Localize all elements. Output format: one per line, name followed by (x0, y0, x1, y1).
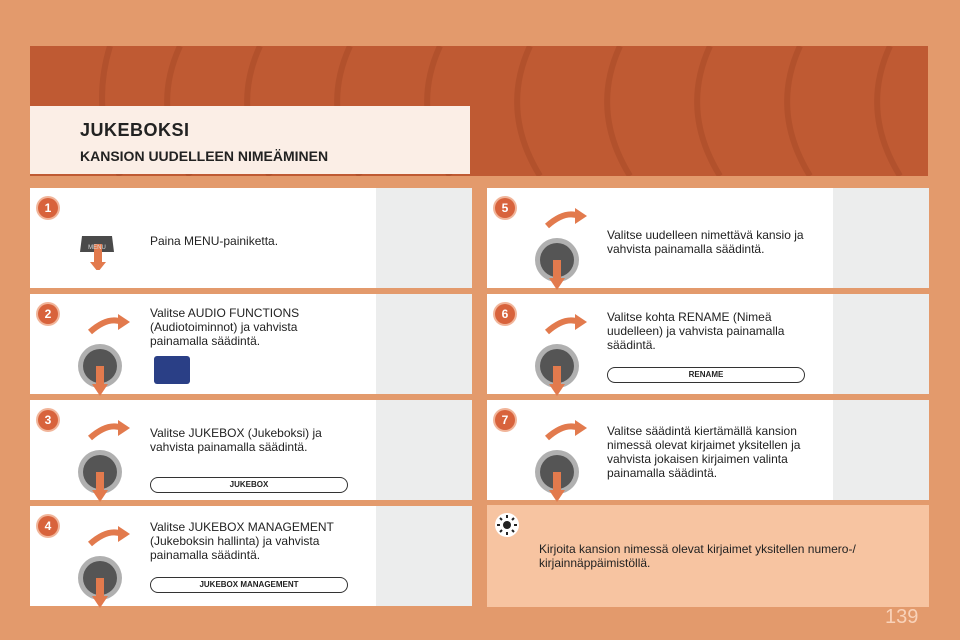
step-text: Valitse JUKEBOX MANAGEMENT (Jukeboksin hallinta) ja vahvista painamalla säädintä. (150, 520, 334, 562)
page-subtitle: KANSION UUDELLEEN NIMEÄMINEN (80, 148, 329, 164)
title-box (30, 106, 470, 174)
step-3-panel (30, 400, 472, 500)
step-text: Valitse kohta RENAME (Nimeä uudelleen) ja vahvista painamalla säädintä. (607, 310, 785, 352)
page-number: 139 (885, 606, 919, 628)
step-5-panel (487, 188, 929, 288)
audio-functions-icon (154, 356, 190, 384)
knob-icon (70, 518, 130, 608)
step-number: 5 (495, 198, 515, 218)
radio-device-illustration (376, 188, 472, 288)
knob-icon (70, 412, 130, 502)
radio-device-illustration (833, 294, 929, 394)
step-4-panel (30, 506, 472, 606)
tip-text: Kirjoita kansion nimessä olevat kirjaimet yksitellen numero-/ kirjainnäppäimistöllä. (539, 542, 856, 570)
step-text: Valitse AUDIO FUNCTIONS (Audiotoiminnot) ja vahvista painamalla säädintä. (150, 306, 300, 348)
radio-device-illustration (833, 188, 929, 288)
menu-button-icon (70, 200, 120, 270)
rename-label: RENAME (607, 367, 805, 383)
step-number: 2 (38, 304, 58, 324)
knob-icon (527, 412, 587, 502)
step-7-panel (487, 400, 929, 500)
jukebox-management-label: JUKEBOX MANAGEMENT (150, 577, 348, 593)
step-text: Valitse säädintä kiertämällä kansion nimessä olevat kirjaimet yksitellen ja vahvista jokaisen kirjaimen valinta painamalla säädintä. (607, 424, 801, 480)
page-title: JUKEBOKSI (80, 120, 190, 140)
jukebox-label: JUKEBOX (150, 477, 348, 493)
step-1-panel (30, 188, 472, 288)
step-2-panel (30, 294, 472, 394)
sun-icon (495, 513, 519, 537)
radio-device-illustration (376, 506, 472, 606)
menu-label: MENU (88, 245, 106, 251)
step-number: 1 (38, 198, 58, 218)
knob-icon (527, 200, 587, 290)
step-number: 4 (38, 516, 58, 536)
step-6-panel (487, 294, 929, 394)
step-text: Valitse JUKEBOX (Jukeboksi) ja vahvista painamalla säädintä. (150, 426, 322, 454)
radio-device-illustration (376, 294, 472, 394)
radio-device-illustration (833, 400, 929, 500)
step-number: 3 (38, 410, 58, 430)
step-number: 7 (495, 410, 515, 430)
knob-icon (70, 306, 130, 396)
knob-icon (527, 306, 587, 396)
step-text: Paina MENU-painiketta. (150, 234, 279, 248)
step-text: Valitse uudelleen nimettävä kansio ja vahvista painamalla säädintä. (607, 228, 804, 256)
tip-panel (487, 505, 929, 607)
step-number: 6 (495, 304, 515, 324)
radio-device-illustration (376, 400, 472, 500)
